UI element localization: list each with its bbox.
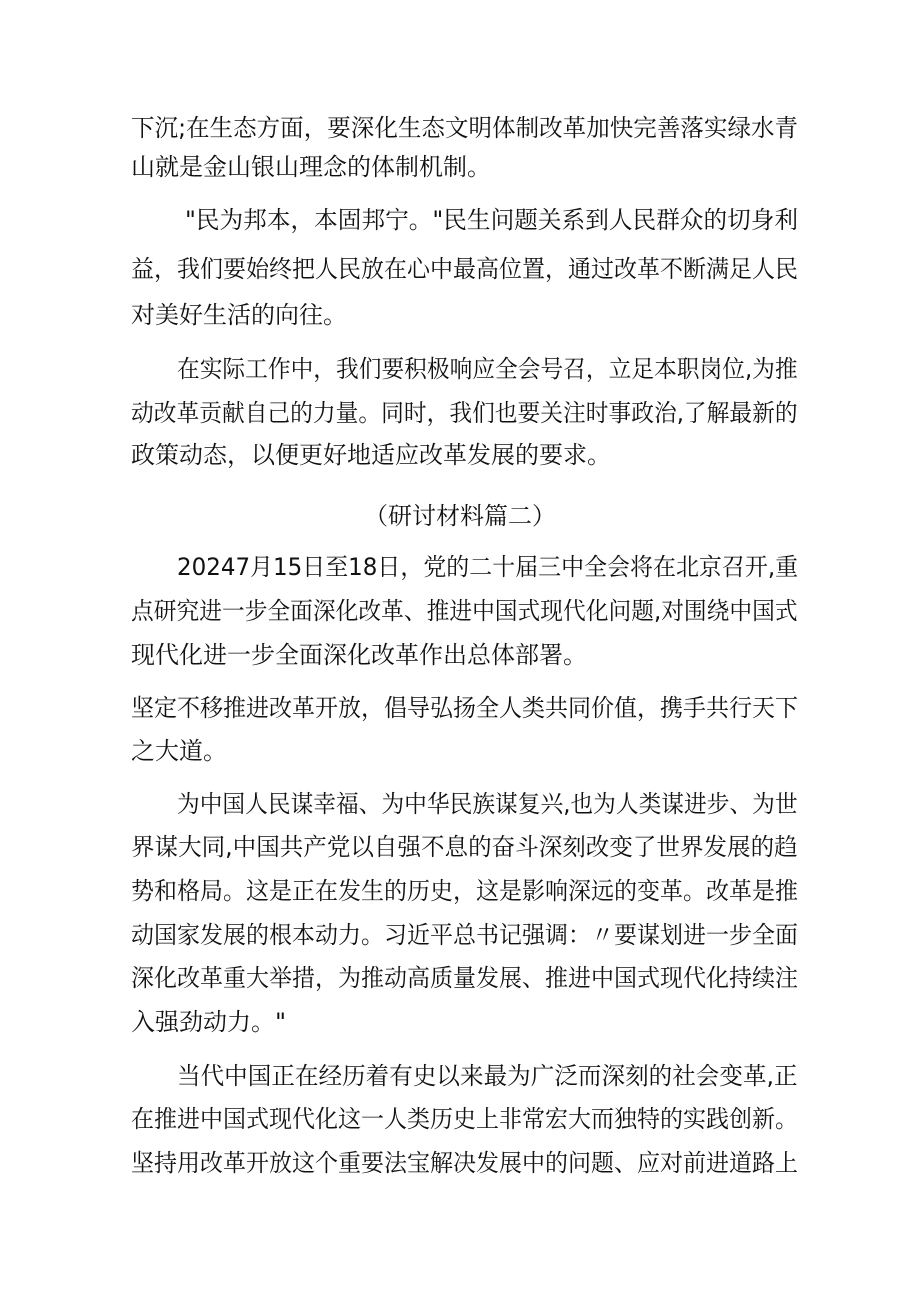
paragraph-line: 坚持用改革开放这个重要法宝解决发展中的问题、应对前进道路上	[131, 1149, 798, 1177]
paragraph-line: 深化改革重大举措，为推动高质量发展、推进中国式现代化持续注	[131, 964, 798, 992]
paragraph-line: 势和格局。这是正在发生的历史，这是影响深远的变革。改革是推	[131, 877, 798, 905]
paragraph-line: 当代中国正在经历着有史以来最为广泛而深刻的社会变革,正	[177, 1062, 798, 1090]
paragraph-line: 对美好生活的向往。	[131, 301, 347, 329]
paragraph-line: 界谋大同,中国共产党以自强不息的奋斗深刻改变了世界发展的趋	[131, 833, 798, 861]
paragraph-line: 动国家发展的根本动力。习近平总书记强调：〃要谋划进一步全面	[131, 921, 798, 949]
paragraph-line: 20247月15日至18日，党的二十届三中全会将在北京召开,重	[177, 553, 799, 581]
paragraph-line: 政策动态，以便更好地适应改革发展的要求。	[131, 441, 611, 469]
paragraph-line: 入强劲动力。"	[131, 1008, 287, 1036]
paragraph-line: 现代化进一步全面深化改革作出总体部署。	[131, 641, 587, 669]
paragraph-line: 为中国人民谋幸福、为中华民族谋复兴,也为人类谋进步、为世	[177, 790, 798, 818]
paragraph-line: 益，我们要始终把人民放在心中最高位置，通过改革不断满足人民	[131, 255, 798, 283]
paragraph-line: 动改革贡献自己的力量。同时，我们也要关注时事政治,了解最新的	[131, 399, 798, 427]
paragraph-line: 在实际工作中，我们要积极响应全会号召，立足本职岗位,为推	[177, 355, 798, 383]
paragraph-line: 点研究进一步全面深化改革、推进中国式现代化问题,对围绕中国式	[131, 597, 798, 625]
paragraph-line: 在推进中国式现代化这一人类历史上非常宏大而独特的实践创新。	[131, 1105, 798, 1133]
paragraph-line: 坚定不移推进改革开放，倡导弘扬全人类共同价值，携手共行天下	[131, 694, 798, 722]
paragraph-line: "民为邦本，本固邦宁。"民生问题关系到人民群众的切身利	[185, 206, 799, 234]
paragraph-line: 之大道。	[131, 737, 227, 765]
paragraph-line: 下沉;在生态方面，要深化生态文明体制改革加快完善落实绿水青	[131, 114, 799, 142]
section-heading: （研讨材料篇二）	[364, 502, 556, 530]
paragraph-line: 山就是金山银山理念的体制机制。	[131, 153, 491, 181]
